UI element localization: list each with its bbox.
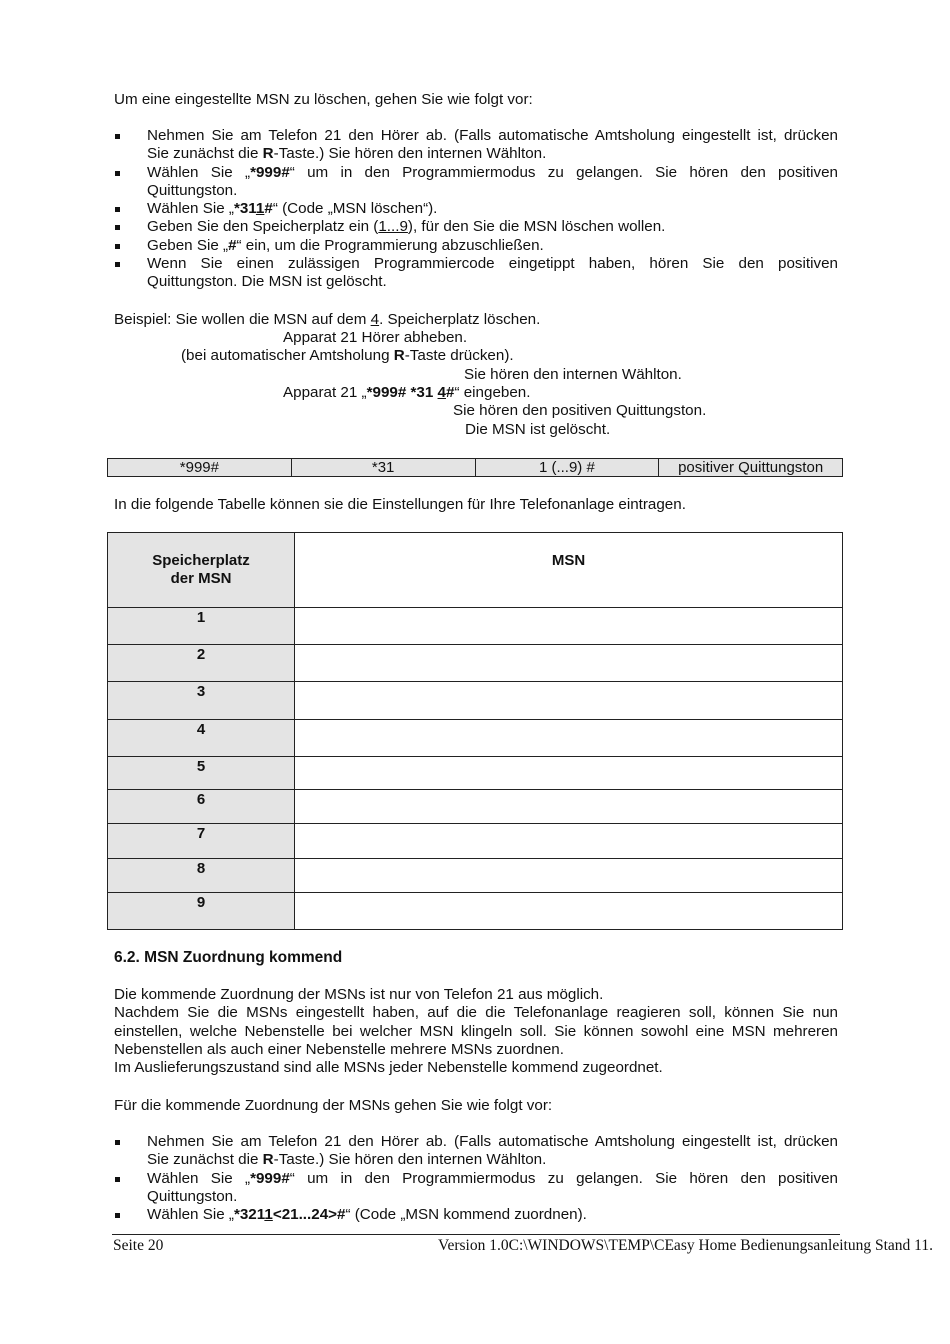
msn-entry-cell	[295, 790, 843, 824]
table-row: 5	[108, 757, 295, 790]
example-line-4: Sie hören den internen Wählton.	[464, 366, 682, 383]
list-item: Nehmen Sie am Telefon 21 den Hörer ab. (Falls automatische Amtsholung eingestellt ist, drücken Sie zunächst die R-Taste.) Sie hören den internen Wählton.	[114, 1133, 838, 1170]
msn-table	[107, 532, 843, 930]
table-row: 3	[108, 682, 295, 720]
example-line-7: Die MSN ist gelöscht.	[465, 421, 611, 438]
code-cell: *999#	[108, 459, 292, 477]
msn-entry-cell	[295, 682, 843, 720]
footer-version: Version 1.0C:\WINDOWS\TEMP\CEasy Home Bedienungsanleitung Stand 11.	[438, 1237, 933, 1254]
code-cell: 1 (...9) #	[475, 459, 659, 477]
header-msn: MSN	[295, 533, 843, 608]
msn-entry-cell	[295, 608, 843, 645]
list-item: Wählen Sie „*3211<21...24>#“ (Code „MSN kommend zuordnen).	[114, 1206, 838, 1224]
msn-entry-cell	[295, 859, 843, 893]
example-line-1: Beispiel: Sie wollen die MSN auf dem 4. Speicherplatz löschen.	[114, 311, 541, 328]
table-row: 6	[108, 790, 295, 824]
code-cell: *31	[291, 459, 475, 477]
example-line-5: Apparat 21 „*999# *31 4#“ eingeben.	[283, 384, 531, 401]
section-body: Die kommende Zuordnung der MSNs ist nur von Telefon 21 aus möglich. Nachdem Sie die MSNs eingestellt haben, auf die die Telefonanlage reagieren soll, können Sie nun einstellen, welche Nebenstelle bei welcher MSN klingeln soll. Sie können sowohl eine MSN mehreren Nebenstellen als auch einer Nebenstelle mehrere MSNs zuordnen. Im Auslieferungszustand sind alle MSNs jeder Nebenstelle kommend zugeordnet.	[114, 986, 838, 1077]
intro-text: Um eine eingestellte MSN zu löschen, gehen Sie wie folgt vor:	[114, 91, 533, 108]
assign-intro-text: Für die kommende Zuordnung der MSNs gehen Sie wie folgt vor:	[114, 1097, 553, 1114]
table-row: 8	[108, 859, 295, 893]
table-row: 1	[108, 608, 295, 645]
msn-entry-cell	[295, 645, 843, 682]
list-item: Wenn Sie einen zulässigen Programmiercode eingetippt haben, hören Sie den positiven Quittungston. Die MSN ist gelöscht.	[114, 255, 838, 292]
msn-entry-cell	[295, 757, 843, 790]
example-line-6: Sie hören den positiven Quittungston.	[453, 402, 707, 419]
code-cell: positiver Quittungston	[659, 459, 843, 477]
example-line-3: (bei automatischer Amtsholung R-Taste drücken).	[181, 347, 514, 364]
code-sequence-table	[107, 458, 843, 477]
list-item: Wählen Sie „*311#“ (Code „MSN löschen“).	[114, 200, 838, 218]
msn-entry-cell	[295, 893, 843, 930]
table-intro-text: In die folgende Tabelle können sie die Einstellungen für Ihre Telefonanlage eintragen.	[114, 496, 686, 513]
table-row: 2	[108, 645, 295, 682]
list-item: Geben Sie „#“ ein, um die Programmierung abzuschließen.	[114, 237, 838, 255]
footer-divider	[112, 1234, 840, 1235]
table-row: 7	[108, 824, 295, 859]
list-item: Wählen Sie „*999#“ um in den Programmiermodus zu gelangen. Sie hören den positiven Quittungston.	[114, 1170, 838, 1207]
msn-entry-cell	[295, 720, 843, 757]
page-number: Seite 20	[113, 1237, 164, 1254]
table-row: 4	[108, 720, 295, 757]
example-line-2: Apparat 21 Hörer abheben.	[283, 329, 468, 346]
steps-delete-list	[114, 127, 838, 292]
section-heading: 6.2. MSN Zuordnung kommend	[114, 949, 343, 966]
steps-assign-list	[114, 1133, 838, 1224]
table-row: 9	[108, 893, 295, 930]
msn-entry-cell	[295, 824, 843, 859]
list-item: Wählen Sie „*999#“ um in den Programmiermodus zu gelangen. Sie hören den positiven Quittungston.	[114, 164, 838, 201]
list-item: Nehmen Sie am Telefon 21 den Hörer ab. (Falls automatische Amtsholung eingestellt ist, drücken Sie zunächst die R-Taste.) Sie hören den internen Wählton.	[114, 127, 838, 164]
header-storage-slot: Speicherplatz der MSN	[108, 533, 295, 608]
list-item: Geben Sie den Speicherplatz ein (1...9), für den Sie die MSN löschen wollen.	[114, 218, 838, 236]
